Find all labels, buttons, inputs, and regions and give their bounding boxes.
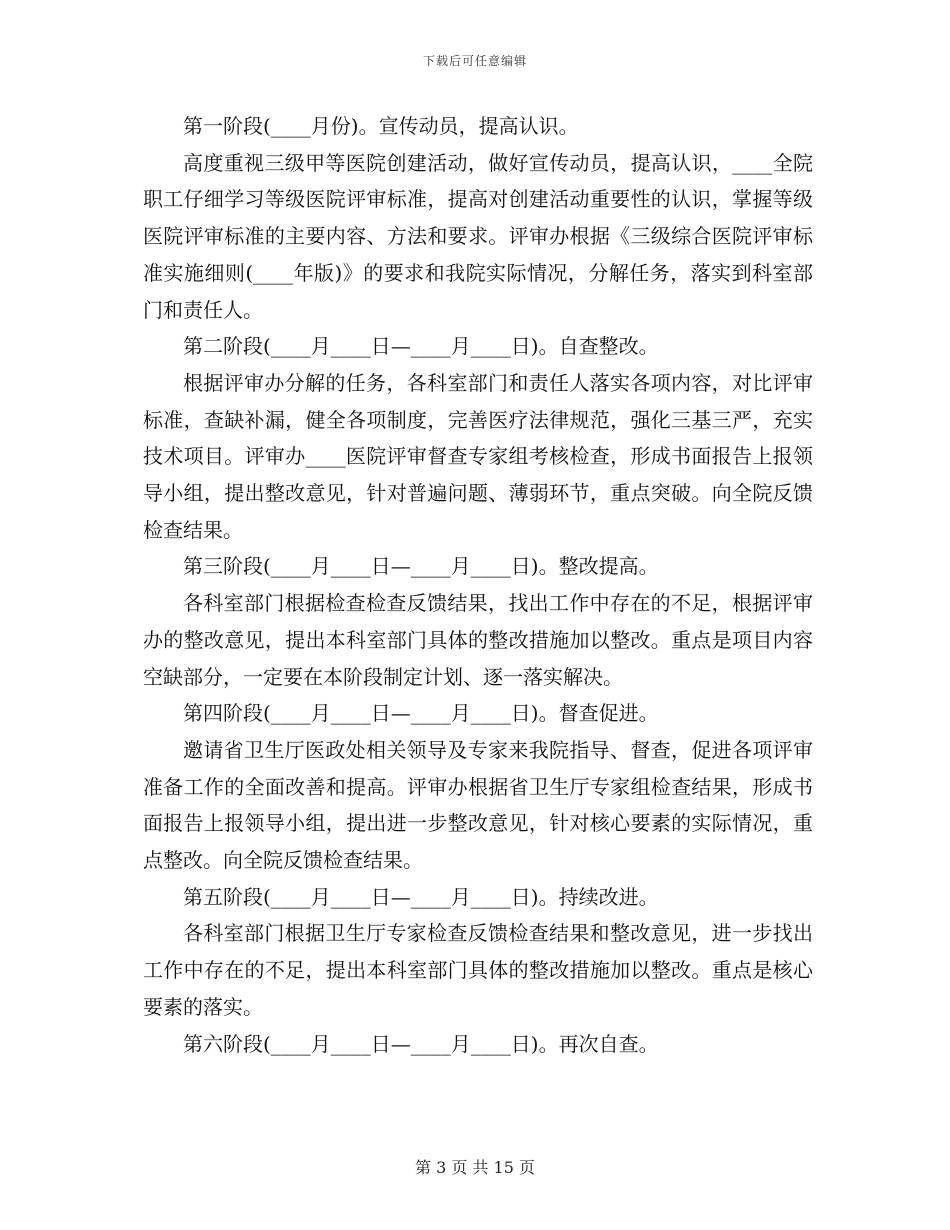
page-header-note: 下载后可任意编辑 xyxy=(422,54,527,68)
page-number: 第 3 页 共 15 页 xyxy=(415,1158,535,1177)
paragraph-stage-4-body: 邀请省卫生厅医政处相关领导及专家来我院指导、督查，促进各项评审准备工作的全面改善和提高。评审办根据省卫生厅专家组检查结果，形成书面报告上报领导小组，提出进一步整改意见，针对核心要素的实际情况，重点整改。向全院反馈检查结果。 xyxy=(143,737,813,873)
paragraph-stage-5-body: 各科室部门根据卫生厅专家检查反馈检查结果和整改意见，进一步找出工作中存在的不足，提出本科室部门具体的整改措施加以整改。重点是核心要素的落实。 xyxy=(143,921,813,1019)
paragraph-stage-3-body: 各科室部门根据检查检查反馈结果，找出工作中存在的不足，根据评审办的整改意见，提出本科室部门具体的整改措施加以整改。重点是项目内容空缺部分，一定要在本阶段制定计划、逐一落实解决。 xyxy=(143,591,813,689)
paragraph-stage-4-heading: 第四阶段(____月____日—____月____日)。督查促进。 xyxy=(183,701,659,726)
paragraph-stage-5-heading: 第五阶段(____月____日—____月____日)。持续改进。 xyxy=(183,884,659,909)
document-body xyxy=(143,108,813,1062)
paragraph-stage-2-body: 根据评审办分解的任务，各科室部门和责任人落实各项内容，对比评审标准，查缺补漏，健全各项制度，完善医疗法律规范，强化三基三严，充实技术项目。评审办____医院评审督查专家组考核检查，形成书面报告上报领导小组，提出整改意见，针对普遍问题、薄弱环节，重点突破。向全院反馈检查结果。 xyxy=(143,370,813,542)
paragraph-stage-2-heading: 第二阶段(____月____日—____月____日)。自查整改。 xyxy=(183,334,659,359)
paragraph-stage-3-heading: 第三阶段(____月____日—____月____日)。整改提高。 xyxy=(183,554,659,579)
paragraph-stage-1-body: 高度重视三级甲等医院创建活动，做好宣传动员，提高认识，____全院职工仔细学习等级医院评审标准，提高对创建活动重要性的认识，掌握等级医院评审标准的主要内容、方法和要求。评审办根据《三级综合医院评审标准实施细则(____年版)》的要求和我院实际情况，分解任务，落实到科室部门和责任人。 xyxy=(143,150,813,322)
paragraph-stage-6-heading: 第六阶段(____月____日—____月____日)。再次自查。 xyxy=(183,1031,659,1056)
paragraph-stage-1-heading: 第一阶段(____月份)。宣传动员，提高认识。 xyxy=(183,114,579,138)
